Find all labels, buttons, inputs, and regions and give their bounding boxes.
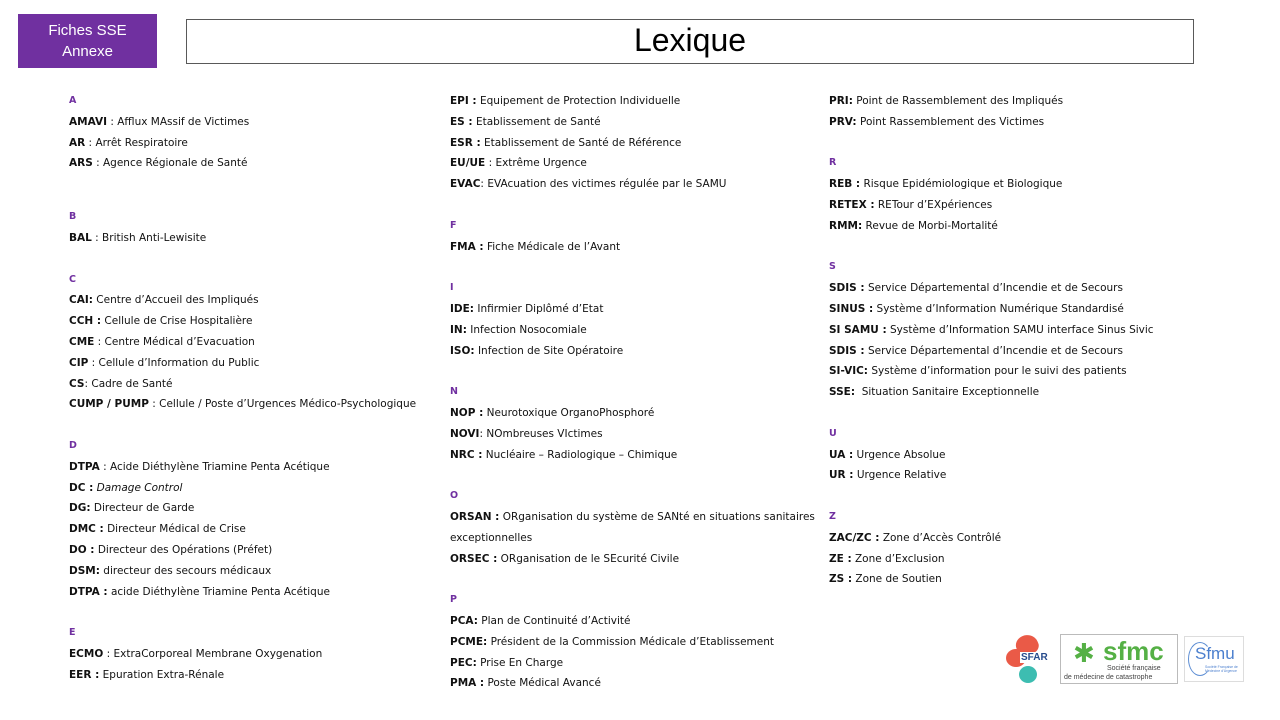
section-spacer bbox=[829, 133, 1199, 154]
entry-abbreviation: PCME: bbox=[450, 635, 488, 648]
entry-abbreviation: PMA : bbox=[450, 677, 485, 690]
entry-separator: : bbox=[92, 157, 103, 170]
glossary-section bbox=[829, 424, 1199, 486]
sfmu-logo-name: Sfmu bbox=[1195, 644, 1235, 663]
entry-abbreviation: NOVI bbox=[450, 427, 480, 440]
glossary-section bbox=[450, 486, 822, 569]
entry-abbreviation: CUMP / PUMP bbox=[69, 398, 149, 411]
entry-definition: Cellule de Crise Hospitalière bbox=[104, 315, 253, 328]
glossary-entry bbox=[829, 549, 1199, 570]
entry-definition: Plan de Continuité d’Activité bbox=[481, 614, 631, 627]
entry-abbreviation: DTPA : bbox=[69, 585, 108, 598]
entry-definition: EVAcuation des victimes régulée par le SAMU bbox=[487, 178, 727, 191]
entry-abbreviation: SDIS : bbox=[829, 344, 865, 357]
badge-line-2: Annexe bbox=[62, 43, 113, 60]
entry-definition: acide Diéthylène Triamine Penta Acétique bbox=[110, 585, 330, 598]
glossary-entry bbox=[829, 361, 1199, 382]
entry-definition: Système d’information pour le suivi des patients bbox=[871, 365, 1127, 378]
entry-definition: Infection Nosocomiale bbox=[470, 323, 587, 336]
glossary-entry bbox=[829, 382, 1199, 403]
glossary-section bbox=[69, 436, 439, 602]
glossary-entry bbox=[450, 632, 822, 653]
section-letter: C bbox=[69, 273, 76, 285]
sfar-logo bbox=[1002, 633, 1054, 685]
entry-abbreviation: ZS : bbox=[829, 573, 853, 586]
glossary-entry bbox=[829, 341, 1199, 362]
section-letter: A bbox=[69, 95, 77, 106]
entry-definition: Agence Régionale de Santé bbox=[103, 157, 248, 170]
entry-abbreviation: ESR : bbox=[450, 136, 481, 149]
entry-abbreviation: EU/UE bbox=[450, 157, 486, 170]
glossary-entry bbox=[69, 665, 439, 686]
glossary-entry bbox=[450, 299, 822, 320]
entry-definition: Risque Epidémiologique et Biologique bbox=[863, 178, 1063, 191]
entry-definition: Système d’Information Numérique Standardisé bbox=[876, 302, 1124, 315]
entry-abbreviation: PRI: bbox=[829, 95, 853, 107]
entry-abbreviation: ORSEC : bbox=[450, 552, 498, 565]
entry-abbreviation: UA : bbox=[829, 448, 854, 461]
entry-definition: Zone d’Exclusion bbox=[854, 552, 945, 565]
entry-definition: Situation Sanitaire Exceptionnelle bbox=[861, 386, 1040, 399]
section-letter: O bbox=[450, 490, 459, 502]
entry-definition: Service Départemental d’Incendie et de Secours bbox=[867, 282, 1123, 295]
entry-abbreviation: RETEX : bbox=[829, 198, 875, 211]
glossary-entry bbox=[450, 174, 822, 195]
glossary-entry bbox=[829, 278, 1199, 299]
entry-abbreviation: SI SAMU : bbox=[829, 323, 887, 336]
entry-definition: Centre Médical d’Evacuation bbox=[104, 335, 255, 348]
glossary-entry bbox=[69, 478, 439, 499]
glossary-entry bbox=[450, 237, 822, 258]
section-spacer bbox=[450, 361, 822, 382]
glossary-entry bbox=[829, 320, 1199, 341]
entry-definition: Directeur des Opérations (Préfet) bbox=[97, 543, 273, 556]
entry-definition: Etablissement de Santé bbox=[475, 115, 601, 128]
entry-definition: Infirmier Diplômé d’Etat bbox=[477, 302, 604, 315]
entry-definition: Zone de Soutien bbox=[855, 573, 942, 586]
entry-abbreviation: AMAVI bbox=[69, 115, 108, 128]
section-spacer bbox=[450, 569, 822, 590]
glossary-entry bbox=[69, 332, 439, 353]
entry-abbreviation: ECMO bbox=[69, 647, 104, 660]
section-spacer bbox=[69, 415, 439, 436]
entry-abbreviation: DC : bbox=[69, 481, 94, 494]
glossary-entry bbox=[69, 519, 439, 540]
entry-separator: : bbox=[85, 136, 96, 149]
badge-line-1: Fiches SSE bbox=[48, 22, 127, 39]
section-spacer bbox=[829, 486, 1199, 507]
entry-separator: : bbox=[91, 231, 103, 244]
glossary-entry bbox=[69, 644, 439, 665]
entry-separator: : bbox=[107, 115, 118, 128]
entry-abbreviation: DSM: bbox=[69, 564, 100, 577]
glossary-section bbox=[450, 382, 822, 465]
glossary-entry bbox=[829, 195, 1199, 216]
entry-definition: Equipement de Protection Individuelle bbox=[479, 95, 681, 107]
glossary-entry bbox=[69, 133, 439, 154]
entry-definition: Cellule / Poste d’Urgences Médico-Psychologique bbox=[159, 398, 417, 411]
glossary-section bbox=[829, 257, 1199, 403]
glossary-section bbox=[69, 207, 439, 249]
sfar-logo-text: SFAR bbox=[1021, 652, 1048, 663]
star-of-life-icon: ✱ bbox=[1073, 639, 1095, 669]
entry-abbreviation: NOP : bbox=[450, 406, 484, 419]
section-spacer bbox=[69, 174, 439, 207]
entry-separator: : bbox=[99, 460, 110, 473]
entry-definition: British Anti-Lewisite bbox=[102, 231, 207, 244]
glossary-entry bbox=[450, 133, 822, 154]
entry-abbreviation: SDIS : bbox=[829, 282, 865, 295]
sfmu-logo-subtitle: Société Française de Médecine d'Urgence bbox=[1205, 665, 1238, 673]
entry-separator: : bbox=[479, 427, 487, 440]
entry-definition: Point Rassemblement des Victimes bbox=[859, 115, 1045, 128]
entry-definition: NOmbreuses VIctimes bbox=[486, 427, 603, 440]
section-letter: P bbox=[450, 594, 457, 606]
section-spacer bbox=[829, 403, 1199, 424]
entry-abbreviation: DO : bbox=[69, 543, 95, 556]
glossary-column-3 bbox=[829, 91, 1199, 590]
glossary-entry bbox=[69, 353, 439, 374]
entry-abbreviation: AR bbox=[69, 136, 86, 149]
entry-definition: ORganisation de le SEcurité Civile bbox=[500, 552, 680, 565]
glossary-entry bbox=[450, 611, 822, 632]
glossary-section bbox=[450, 91, 822, 195]
entry-definition: Fiche Médicale de l’Avant bbox=[486, 240, 621, 253]
page-title: Lexique bbox=[633, 22, 747, 58]
partner-logos bbox=[1002, 633, 1244, 685]
entry-abbreviation: ORSAN : bbox=[450, 510, 500, 523]
section-letter: Z bbox=[829, 510, 836, 522]
entry-abbreviation: PRV: bbox=[829, 115, 857, 128]
entry-definition: Acide Diéthylène Triamine Penta Acétique bbox=[109, 460, 330, 473]
glossary-entry bbox=[450, 653, 822, 674]
glossary-entry bbox=[450, 112, 822, 133]
section-letter: N bbox=[450, 386, 458, 398]
entry-definition: Cadre de Santé bbox=[91, 377, 173, 390]
entry-abbreviation: PEC: bbox=[450, 656, 477, 669]
entry-definition: directeur des secours médicaux bbox=[103, 564, 272, 577]
entry-definition: Centre d’Accueil des Impliqués bbox=[96, 294, 259, 307]
entry-definition: Poste Médical Avancé bbox=[487, 677, 601, 690]
entry-definition: ExtraCorporeal Membrane Oxygenation bbox=[113, 647, 323, 660]
entry-abbreviation: ZE : bbox=[829, 552, 852, 565]
entry-abbreviation: IN: bbox=[450, 323, 467, 336]
entry-abbreviation: FMA : bbox=[450, 240, 484, 253]
entry-abbreviation: REB : bbox=[829, 178, 861, 191]
entry-abbreviation: SSE: bbox=[829, 386, 856, 399]
entry-abbreviation: UR : bbox=[829, 469, 854, 482]
section-spacer bbox=[450, 195, 822, 216]
section-spacer bbox=[69, 249, 439, 270]
entry-separator bbox=[855, 386, 862, 398]
glossary-entry bbox=[450, 549, 822, 570]
glossary-entry bbox=[829, 569, 1199, 590]
entry-definition: Directeur de Garde bbox=[93, 502, 195, 515]
glossary-column-1 bbox=[69, 91, 439, 686]
glossary-entry bbox=[69, 394, 439, 415]
glossary-entry bbox=[69, 228, 439, 249]
glossary-entry bbox=[69, 374, 439, 395]
glossary-entry bbox=[450, 424, 822, 445]
entry-abbreviation: BAL bbox=[69, 231, 92, 244]
entry-abbreviation: ARS bbox=[69, 157, 93, 170]
entry-definition: Prise En Charge bbox=[480, 656, 564, 669]
section-badge bbox=[18, 14, 157, 68]
section-spacer bbox=[829, 237, 1199, 258]
glossary-entry bbox=[829, 216, 1199, 237]
entry-abbreviation: DG: bbox=[69, 502, 91, 515]
entry-abbreviation: ZAC/ZC : bbox=[829, 531, 880, 544]
entry-abbreviation: CCH : bbox=[69, 315, 102, 328]
sfmu-logo bbox=[1184, 636, 1244, 682]
entry-definition: Président de la Commission Médicale d’Etablissement bbox=[490, 635, 775, 648]
entry-abbreviation: PCA: bbox=[450, 614, 478, 627]
section-letter: D bbox=[69, 439, 77, 451]
sfmc-logo-line-2: de médecine de catastrophe bbox=[1064, 674, 1153, 681]
glossary-section bbox=[450, 216, 822, 258]
glossary-entry bbox=[69, 112, 439, 133]
glossary-entry bbox=[69, 457, 439, 478]
entry-abbreviation: CME bbox=[69, 335, 95, 348]
entry-definition: Urgence Relative bbox=[856, 469, 947, 482]
entry-separator: : bbox=[84, 377, 92, 390]
glossary-entry bbox=[829, 445, 1199, 466]
entry-definition: Extrême Urgence bbox=[495, 157, 587, 170]
glossary-entry bbox=[69, 311, 439, 332]
entry-abbreviation: DTPA bbox=[69, 460, 100, 473]
glossary-entry bbox=[69, 290, 439, 311]
section-letter: B bbox=[69, 211, 77, 223]
glossary-entry bbox=[69, 561, 439, 582]
glossary-section bbox=[829, 153, 1199, 236]
section-letter: E bbox=[69, 627, 76, 639]
entry-definition: Infection de Site Opératoire bbox=[477, 344, 624, 357]
entry-abbreviation: RMM: bbox=[829, 219, 863, 232]
glossary-entry bbox=[69, 540, 439, 561]
entry-abbreviation: IDE: bbox=[450, 302, 474, 315]
entry-definition: Nucléaire – Radiologique – Chimique bbox=[485, 448, 678, 461]
entry-definition: Etablissement de Santé de Référence bbox=[484, 136, 682, 149]
entry-definition: Point de Rassemblement des Impliqués bbox=[856, 95, 1064, 107]
glossary-section bbox=[450, 590, 822, 694]
glossary-entry bbox=[829, 528, 1199, 549]
glossary-entry bbox=[450, 91, 822, 112]
entry-definition: Arrêt Respiratoire bbox=[95, 136, 188, 149]
entry-abbreviation: EVAC bbox=[450, 178, 481, 191]
entry-separator: : bbox=[148, 398, 160, 411]
glossary-entry bbox=[450, 673, 822, 694]
entry-abbreviation: ISO: bbox=[450, 344, 475, 357]
glossary-section bbox=[69, 623, 439, 685]
entry-separator: : bbox=[88, 356, 99, 369]
entry-definition: Damage Control bbox=[96, 481, 183, 494]
section-spacer bbox=[450, 257, 822, 278]
section-letter: S bbox=[829, 261, 836, 273]
glossary-column-2 bbox=[450, 91, 822, 694]
glossary-entry bbox=[829, 91, 1199, 112]
glossary-entry bbox=[69, 498, 439, 519]
entry-abbreviation: CS bbox=[69, 377, 85, 390]
entry-definition: Revue de Morbi-Mortalité bbox=[865, 219, 998, 232]
entry-abbreviation: NRC : bbox=[450, 448, 483, 461]
entry-definition: Afflux MAssif de Victimes bbox=[117, 115, 250, 128]
section-letter: U bbox=[829, 427, 837, 439]
glossary-entry bbox=[450, 153, 822, 174]
glossary-entry bbox=[450, 507, 822, 549]
entry-separator: : bbox=[94, 335, 105, 348]
glossary-section bbox=[450, 278, 822, 361]
title-box bbox=[186, 19, 1194, 64]
glossary-entry bbox=[69, 153, 439, 174]
glossary-entry bbox=[450, 403, 822, 424]
section-letter: I bbox=[450, 282, 454, 294]
entry-abbreviation: DMC : bbox=[69, 523, 104, 536]
entry-definition: Service Départemental d’Incendie et de Secours bbox=[867, 344, 1123, 357]
section-spacer bbox=[69, 602, 439, 623]
entry-separator: : bbox=[480, 178, 488, 191]
entry-abbreviation: SI-VIC: bbox=[829, 365, 869, 378]
entry-definition: Epuration Extra-Rénale bbox=[102, 668, 225, 681]
entry-definition: ORganisation du système de SANté en situations sanitaires exceptionnelles bbox=[450, 510, 815, 544]
glossary-entry bbox=[450, 445, 822, 466]
glossary-entry bbox=[829, 174, 1199, 195]
entry-definition: Système d’Information SAMU interface Sinus Sivic bbox=[890, 323, 1154, 336]
sfmc-logo bbox=[1060, 634, 1178, 684]
section-letter: F bbox=[450, 219, 457, 231]
entry-definition: RETour d’EXpériences bbox=[877, 198, 993, 211]
entry-definition: Neurotoxique OrganoPhosphoré bbox=[486, 406, 655, 419]
sfmc-logo-line-1: Société française bbox=[1107, 665, 1161, 672]
entry-abbreviation: SINUS : bbox=[829, 302, 874, 315]
entry-abbreviation: CIP bbox=[69, 356, 89, 369]
entry-abbreviation: CAI: bbox=[69, 294, 93, 307]
glossary-section bbox=[69, 270, 439, 416]
entry-separator: : bbox=[103, 647, 114, 660]
entry-definition: Urgence Absolue bbox=[856, 448, 946, 461]
sfmc-logo-name: sfmc bbox=[1103, 636, 1164, 666]
entry-abbreviation: EER : bbox=[69, 668, 100, 681]
glossary-section bbox=[829, 91, 1199, 133]
entry-abbreviation: ES : bbox=[450, 115, 473, 128]
glossary-entry bbox=[69, 582, 439, 603]
glossary-section bbox=[829, 507, 1199, 590]
glossary-entry bbox=[829, 112, 1199, 133]
glossary-entry bbox=[829, 299, 1199, 320]
entry-definition: Zone d’Accès Contrôlé bbox=[882, 531, 1002, 544]
section-letter: R bbox=[829, 157, 837, 169]
entry-definition: Directeur Médical de Crise bbox=[107, 523, 246, 536]
entry-separator: : bbox=[485, 157, 496, 170]
glossary-entry bbox=[450, 320, 822, 341]
section-spacer bbox=[450, 465, 822, 486]
glossary-entry bbox=[829, 465, 1199, 486]
glossary-entry bbox=[450, 341, 822, 362]
glossary-section bbox=[69, 91, 439, 174]
entry-definition: Cellule d’Information du Public bbox=[98, 356, 260, 369]
entry-abbreviation: EPI : bbox=[450, 95, 477, 107]
